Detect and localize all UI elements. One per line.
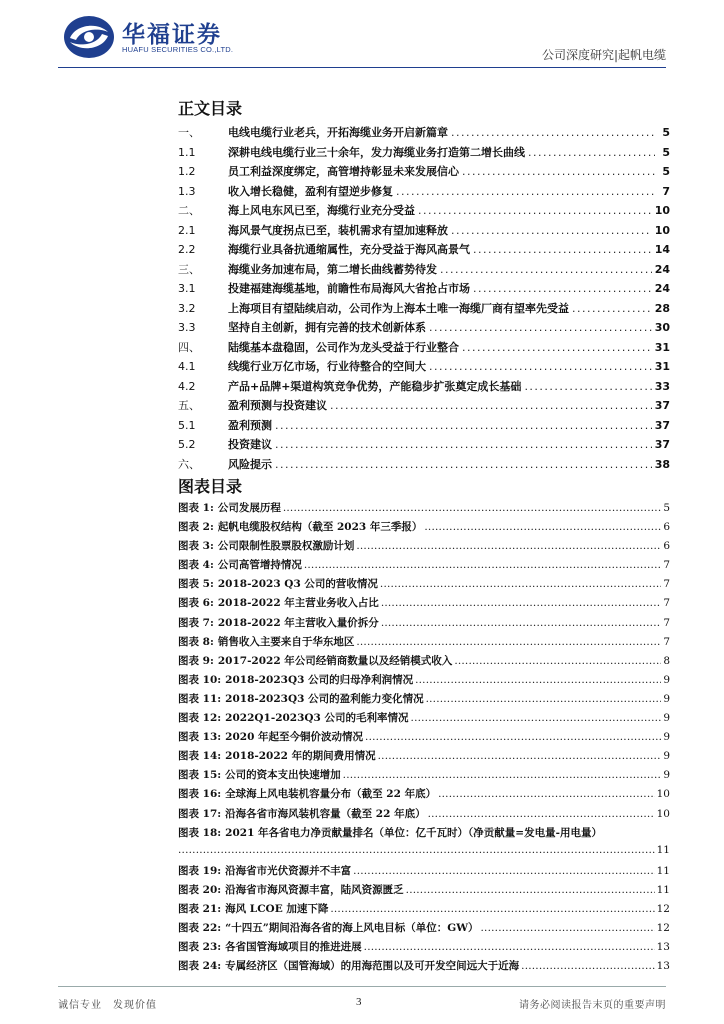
figure-entry-title: 2021 年各省电力净贡献量排名（单位：亿千瓦时）（净贡献量=发电量-用电量） xyxy=(225,826,602,839)
toc-entry-page: 24 xyxy=(654,282,670,295)
toc-entry-title: 盈利预测 xyxy=(228,418,272,432)
toc-entry-page: 33 xyxy=(654,379,670,393)
toc-entry-number: 二、 xyxy=(178,204,200,217)
figure-entry-label: 图表 22: xyxy=(178,922,222,935)
toc-entry-number: 2.1 xyxy=(178,223,196,237)
figure-list-heading: 图表目录 xyxy=(178,477,243,496)
figure-entry-title: 2018-2022 年主营收入量价拆分 xyxy=(217,616,379,629)
figure-entry-page: 5 xyxy=(663,502,670,514)
toc-leader-dots xyxy=(440,263,652,276)
toc-entry-number: 1.3 xyxy=(178,184,196,198)
toc-entry-number: 3.2 xyxy=(178,301,196,315)
figure-leader-dots xyxy=(424,521,661,533)
toc-entry[interactable] xyxy=(178,300,670,320)
toc-entry-number: 六、 xyxy=(178,457,200,471)
figure-entry-page: 11 xyxy=(656,883,670,896)
figure-entry-label: 图表 6: xyxy=(178,597,214,610)
toc-entry[interactable] xyxy=(178,436,670,456)
toc-leader-dots xyxy=(451,126,655,139)
toc-leader-dots xyxy=(429,360,652,373)
toc-heading: 正文目录 xyxy=(178,99,243,118)
toc-leader-dots xyxy=(418,204,652,217)
figure-entry[interactable] xyxy=(178,729,670,748)
toc-entry[interactable] xyxy=(178,241,670,261)
toc-entry-number: 1.1 xyxy=(178,145,196,159)
footer-divider xyxy=(58,986,666,987)
toc-leader-dots xyxy=(473,243,652,256)
footer-slogan: 诚信专业 发现价值 xyxy=(58,1000,157,1011)
toc-leader-dots xyxy=(572,302,652,315)
figure-leader-dots xyxy=(343,769,662,781)
figure-entry[interactable] xyxy=(178,710,670,729)
figure-entry[interactable] xyxy=(178,863,670,882)
toc-entry-title: 海上风电东风已至，海缆行业充分受益 xyxy=(228,204,415,217)
figure-entry-label: 图表 7: xyxy=(178,616,214,629)
toc-entry-title: 电线电缆行业老兵，开拓海缆业务开启新篇章 xyxy=(228,126,448,139)
figure-leader-dots xyxy=(380,578,661,590)
figure-leader-dots xyxy=(428,808,655,820)
figure-entry-title: 2018-2022 年的期间费用情况 xyxy=(225,750,376,763)
figure-leader-dots xyxy=(411,712,662,724)
figure-entry-title: 全球海上风电装机容量分布（截至 22 年底） xyxy=(225,788,437,801)
figure-leader-dots xyxy=(330,903,654,915)
toc-entry-number: 2.2 xyxy=(178,243,196,256)
figure-leader-dots xyxy=(415,674,661,686)
figure-entry[interactable] xyxy=(178,538,670,557)
toc-entry-title: 收入增长稳健，盈利有望逆步修复 xyxy=(228,184,393,198)
figure-entry-label: 图表 8: xyxy=(178,635,214,648)
figure-leader-dots xyxy=(283,502,661,514)
figure-entry-title: 2020 年起至今铜价波动情况 xyxy=(225,731,364,744)
toc-entry-number: 三、 xyxy=(178,262,200,276)
toc-entry-number: 一、 xyxy=(178,126,200,139)
figure-entry-page: 6 xyxy=(663,540,670,553)
toc-entry-number: 4.2 xyxy=(178,379,196,393)
toc-entry[interactable] xyxy=(178,144,670,164)
figure-entry-page: 7 xyxy=(663,559,670,572)
figure-entry-label: 图表 14: xyxy=(178,750,222,763)
figure-entry-label: 图表 13: xyxy=(178,731,222,744)
toc-entry[interactable] xyxy=(178,280,670,300)
figure-entry[interactable] xyxy=(178,767,670,786)
toc-entry[interactable] xyxy=(178,319,670,339)
toc-entry-page: 37 xyxy=(654,438,670,451)
toc-entry-number: 四、 xyxy=(178,340,200,354)
table-of-contents xyxy=(178,124,670,475)
figure-leader-dots xyxy=(378,750,662,762)
figure-entry-page: 8 xyxy=(663,654,670,667)
figure-entry[interactable] xyxy=(178,882,670,901)
figure-entry-title: 2018-2023 Q3 公司的营收情况 xyxy=(217,578,378,591)
toc-entry[interactable] xyxy=(178,222,670,242)
figure-entry-label: 图表 17: xyxy=(178,807,222,820)
figure-entry-page: 9 xyxy=(663,712,670,725)
figure-entry-label: 图表 16: xyxy=(178,788,222,801)
figure-leader-dots xyxy=(454,655,661,667)
figure-entry-page: 11 xyxy=(656,864,670,877)
toc-leader-dots xyxy=(429,321,652,334)
toc-leader-dots xyxy=(330,399,652,412)
figure-entry-title: 2017-2022 年公司经销商数量以及经销模式收入 xyxy=(217,654,453,667)
toc-entry-page: 31 xyxy=(654,360,670,373)
figure-entry-label: 图表 5: xyxy=(178,578,214,591)
toc-leader-dots xyxy=(462,165,655,178)
toc-leader-dots xyxy=(451,224,652,237)
figure-leader-dots xyxy=(426,693,662,705)
figure-entry-title: 公司限制性股票股权激励计划 xyxy=(217,540,355,553)
figure-entry-page: 13 xyxy=(656,960,670,973)
toc-entry[interactable] xyxy=(178,183,670,203)
figure-entry-label: 图表 10: xyxy=(178,673,222,686)
figure-entry-continuation xyxy=(178,844,670,863)
toc-entry-page: 38 xyxy=(654,457,670,471)
toc-leader-dots xyxy=(275,438,652,451)
figure-entry-label: 图表 15: xyxy=(178,769,222,782)
figure-entry-title: 公司的资本支出快速增加 xyxy=(225,769,341,782)
toc-leader-dots xyxy=(275,419,652,432)
figure-entry[interactable] xyxy=(178,557,670,576)
figure-entry-title: 起帆电缆股权结构（截至 2023 年三季报） xyxy=(217,521,423,534)
figure-entry-title: 2018-2022 年主营业务收入占比 xyxy=(217,597,379,610)
toc-entry-title: 投建福建海缆基地，前瞻性布局海风大省抢占市场 xyxy=(228,282,470,295)
figure-entry-label: 图表 21: xyxy=(178,902,222,915)
figure-entry-page: 11 xyxy=(656,843,670,856)
figure-leader-dots xyxy=(364,941,655,953)
figure-entry-page: 9 xyxy=(663,692,670,705)
toc-entry[interactable] xyxy=(178,378,670,398)
figure-entry[interactable] xyxy=(178,825,670,844)
figure-leader-dots xyxy=(365,731,661,743)
toc-entry-title: 海缆业务加速布局，第二增长曲线蓄势待发 xyxy=(228,262,437,276)
toc-entry-page: 37 xyxy=(654,399,670,412)
figure-entry[interactable] xyxy=(178,920,670,939)
toc-entry-number: 五、 xyxy=(178,399,200,412)
figure-entry-title: “十四五”期间沿海各省的海上风电目标（单位：GW） xyxy=(225,922,479,935)
toc-entry-number: 5.2 xyxy=(178,438,196,451)
toc-entry-number: 4.1 xyxy=(178,360,196,373)
figure-leader-dots xyxy=(481,922,655,934)
figure-entry[interactable] xyxy=(178,634,670,653)
figure-entry[interactable] xyxy=(178,653,670,672)
brand-name-cn: 华福证券 xyxy=(122,22,222,48)
figure-entry[interactable] xyxy=(178,576,670,595)
toc-leader-dots xyxy=(462,341,652,354)
toc-entry-title: 风险提示 xyxy=(228,457,272,471)
toc-entry-number: 3.3 xyxy=(178,321,196,334)
footer-disclaimer: 请务必阅读报告末页的重要声明 xyxy=(519,1000,666,1011)
toc-leader-dots xyxy=(473,282,652,295)
toc-leader-dots xyxy=(275,458,652,471)
figure-entry-title: 公司发展历程 xyxy=(217,502,281,514)
toc-entry-title: 员工利益深度绑定，高管增持彰显未来发展信心 xyxy=(228,165,459,178)
figure-entry[interactable] xyxy=(178,786,670,805)
toc-entry-page: 10 xyxy=(654,223,670,237)
figure-leader-dots xyxy=(381,597,662,609)
figure-entry-page: 9 xyxy=(663,769,670,782)
figure-entry[interactable] xyxy=(178,748,670,767)
toc-leader-dots xyxy=(396,185,655,198)
figure-entry-title: 海风 LCOE 加速下降 xyxy=(225,902,329,915)
figure-entry-label: 图表 18: xyxy=(178,826,222,839)
figure-entry-title: 2018-2023Q3 公司的盈利能力变化情况 xyxy=(225,692,424,705)
figure-entry-label: 图表 4: xyxy=(178,559,214,572)
toc-entry-title: 产品+品牌+渠道构筑竞争优势，产能稳步扩张奠定成长基础 xyxy=(228,379,522,393)
figure-entry[interactable] xyxy=(178,939,670,958)
figure-entry-title: 2022Q1-2023Q3 公司的毛利率情况 xyxy=(225,712,409,725)
figure-entry-label: 图表 24: xyxy=(178,960,222,973)
toc-entry-page: 24 xyxy=(654,262,670,276)
figure-entry-page: 10 xyxy=(656,788,670,801)
figure-entry-title: 各省国管海域项目的推进进展 xyxy=(225,941,362,954)
figure-entry[interactable] xyxy=(178,615,670,634)
figure-entry-page: 7 xyxy=(663,597,670,610)
figure-leader-dots xyxy=(356,540,661,552)
brand-name-en: HUAFU SECURITIES CO.,LTD. xyxy=(122,45,234,54)
figure-entry-page: 6 xyxy=(663,521,670,534)
toc-entry[interactable] xyxy=(178,339,670,359)
figure-entry[interactable] xyxy=(178,691,670,710)
toc-entry-page: 28 xyxy=(654,301,670,315)
figure-entry-label: 图表 1: xyxy=(178,502,214,514)
figure-leader-dots xyxy=(356,636,661,648)
figure-list xyxy=(178,500,670,977)
huafu-logo-icon xyxy=(62,14,116,60)
toc-entry-page: 37 xyxy=(654,418,670,432)
figure-entry-page: 7 xyxy=(663,578,670,591)
toc-entry-title: 上海项目有望陆续启动，公司作为上海本土唯一海缆厂商有望率先受益 xyxy=(228,301,569,315)
figure-entry-title: 销售收入主要来自于华东地区 xyxy=(217,635,355,648)
toc-entry-title: 深耕电线电缆行业三十余年，发力海缆业务打造第二增长曲线 xyxy=(228,145,525,159)
header-divider xyxy=(58,67,666,68)
figure-entry-page: 7 xyxy=(663,616,670,629)
document-type: 公司深度研究|起帆电缆 xyxy=(541,48,666,62)
figure-entry-page: 9 xyxy=(663,750,670,763)
figure-leader-dots xyxy=(438,788,655,800)
toc-entry-page: 7 xyxy=(662,184,670,198)
toc-entry-title: 海风景气度拐点已至，装机需求有望加速释放 xyxy=(228,223,448,237)
figure-entry-page: 7 xyxy=(663,635,670,648)
toc-entry[interactable] xyxy=(178,358,670,378)
figure-entry-page: 10 xyxy=(656,807,670,820)
toc-entry-page: 5 xyxy=(662,145,670,159)
page-number: 3 xyxy=(356,996,362,1008)
figure-leader-dots xyxy=(406,884,655,896)
figure-entry[interactable] xyxy=(178,595,670,614)
figure-entry-label: 图表 9: xyxy=(178,654,214,667)
figure-entry-page: 9 xyxy=(663,673,670,686)
figure-leader-dots xyxy=(381,617,662,629)
toc-entry-page: 30 xyxy=(654,321,670,334)
figure-entry-page: 12 xyxy=(656,922,670,935)
figure-leader-dots xyxy=(521,960,654,972)
toc-entry-page: 31 xyxy=(654,340,670,354)
figure-entry-page: 13 xyxy=(656,941,670,954)
figure-entry[interactable] xyxy=(178,806,670,825)
toc-entry-title: 海缆行业具备抗通缩属性，充分受益于海风高景气 xyxy=(228,243,470,256)
figure-entry-page: 9 xyxy=(663,731,670,744)
figure-entry-label: 图表 3: xyxy=(178,540,214,553)
toc-entry-page: 14 xyxy=(654,243,670,256)
toc-entry-title: 陆缆基本盘稳固，公司作为龙头受益于行业整合 xyxy=(228,340,459,354)
toc-entry-title: 坚持自主创新，拥有完善的技术创新体系 xyxy=(228,321,426,334)
figure-entry-title: 公司高管增持情况 xyxy=(217,559,302,572)
toc-entry-number: 5.1 xyxy=(178,418,196,432)
toc-entry[interactable] xyxy=(178,456,670,476)
toc-leader-dots xyxy=(528,146,655,159)
figure-entry-label: 图表 11: xyxy=(178,692,222,705)
figure-entry-title: 专属经济区（国管海域）的用海范围以及可开发空间远大于近海 xyxy=(225,960,520,973)
figure-leader-dots xyxy=(353,865,654,877)
toc-entry-number: 1.2 xyxy=(178,165,196,178)
toc-entry[interactable] xyxy=(178,124,670,144)
toc-entry-page: 5 xyxy=(662,126,670,139)
figure-entry[interactable] xyxy=(178,672,670,691)
figure-entry[interactable] xyxy=(178,500,670,519)
figure-entry-title: 2018-2023Q3 公司的归母净利润情况 xyxy=(225,673,414,686)
figure-leader-dots xyxy=(304,559,661,571)
figure-entry[interactable] xyxy=(178,901,670,920)
toc-entry[interactable] xyxy=(178,417,670,437)
figure-entry-title: 沿海省市光伏资源并不丰富 xyxy=(225,864,352,877)
toc-entry-title: 线缆行业万亿市场，行业待整合的空间大 xyxy=(228,360,426,373)
toc-entry-page: 5 xyxy=(662,165,670,178)
figure-entry-title: 沿海省市海风资源丰富，陆风资源匮乏 xyxy=(225,883,404,896)
figure-entry-label: 图表 19: xyxy=(178,864,222,877)
toc-entry-number: 3.1 xyxy=(178,282,196,295)
toc-entry-title: 盈利预测与投资建议 xyxy=(228,399,327,412)
figure-entry[interactable] xyxy=(178,519,670,538)
figure-entry-label: 图表 12: xyxy=(178,712,222,725)
figure-entry-label: 图表 23: xyxy=(178,941,222,954)
figure-entry-page: 12 xyxy=(656,902,670,915)
figure-entry-title: 沿海各省市海风装机容量（截至 22 年底） xyxy=(225,807,426,820)
toc-entry-page: 10 xyxy=(654,204,670,217)
figure-leader-dots xyxy=(178,844,655,856)
toc-entry[interactable] xyxy=(178,202,670,222)
toc-entry[interactable] xyxy=(178,397,670,417)
toc-leader-dots xyxy=(524,380,651,393)
toc-entry[interactable] xyxy=(178,163,670,183)
figure-entry[interactable] xyxy=(178,958,670,977)
toc-entry-title: 投资建议 xyxy=(228,438,272,451)
toc-entry[interactable] xyxy=(178,261,670,281)
figure-entry-label: 图表 20: xyxy=(178,883,222,896)
figure-entry-label: 图表 2: xyxy=(178,521,214,534)
